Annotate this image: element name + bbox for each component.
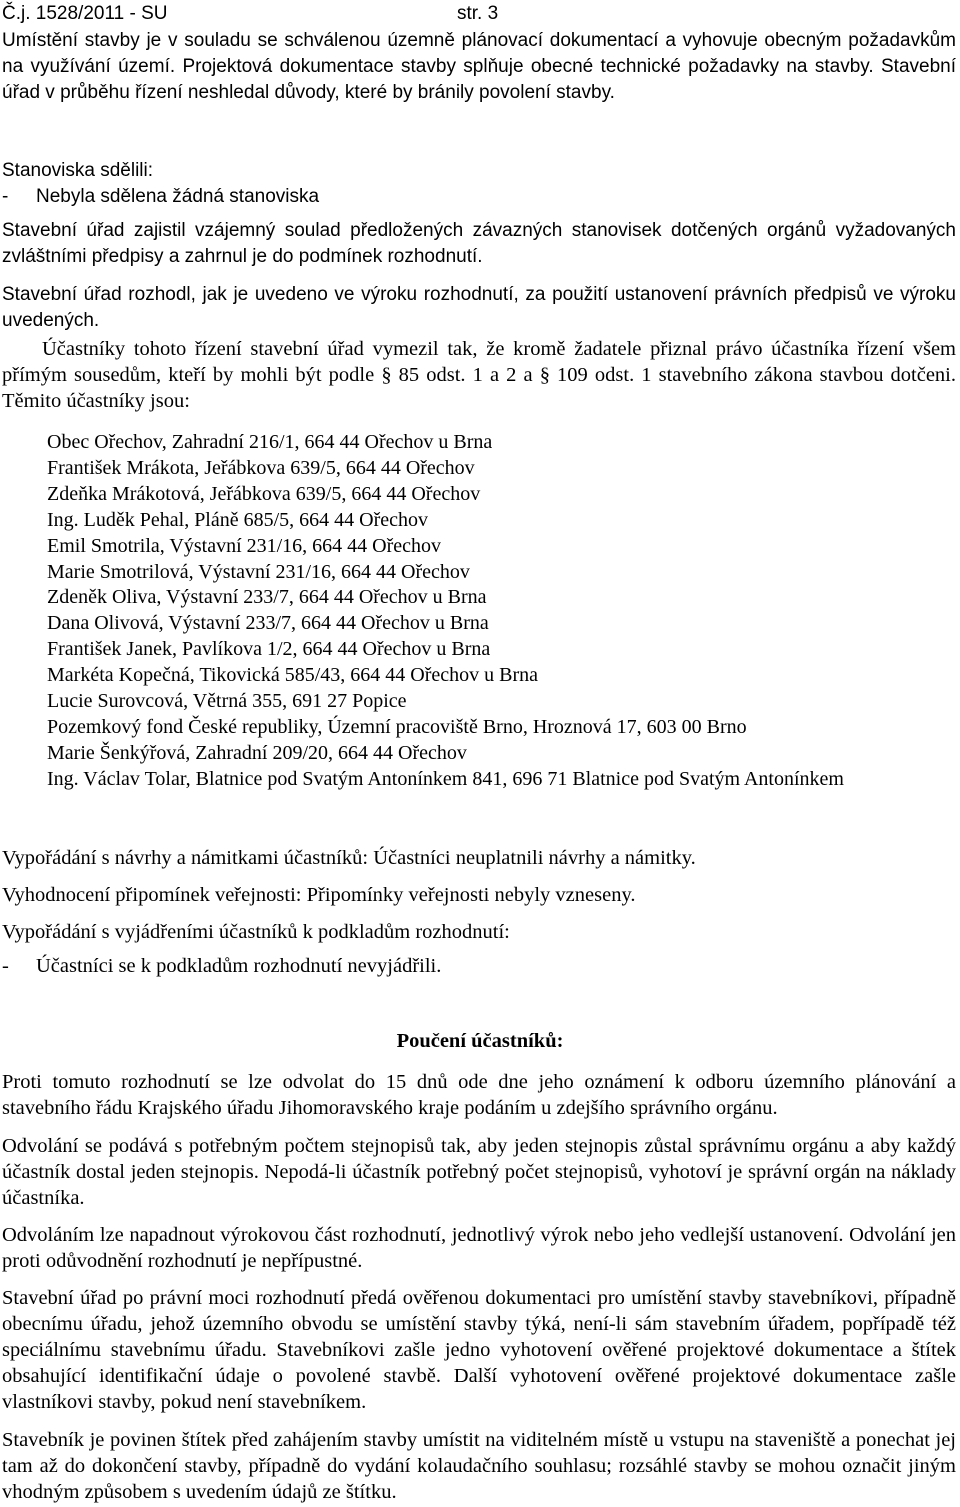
paragraph-verejnost: Vyhodnocení připomínek veřejnosti: Připomínky veřejnosti nebyly vzneseny.	[2, 884, 636, 906]
podklady-item-text: Účastníci se k podkladům rozhodnutí nevyjádřili.	[36, 955, 442, 977]
participant-item: Obec Ořechov, Zahradní 216/1, 664 44 Ořechov u Brna	[47, 431, 493, 453]
paragraph-stejnopisy: Odvolání se podává s potřebným počtem stejnopisů tak, aby jeden stejnopis zůstal správnímu orgánu a aby každý účastník dostal jeden stejnopis. Nepodá-li účastník potřebný počet stejnopisů, vyhotoví je správní orgán na náklady účastníka.	[2, 1135, 956, 1209]
section-title-pouceni	[0, 1030, 960, 1053]
participant-item: Lucie Surovcová, Větrná 355, 691 27 Popice	[47, 690, 407, 713]
podklady-item: - Účastníci se k podkladům rozhodnutí nevyjádřili.	[2, 955, 442, 977]
participant-item: Markéta Kopečná, Tikovická 585/43, 664 44 Ořechov u Brna	[47, 664, 539, 687]
podklady-label: Vypořádání s vyjádřeními účastníků k podkladům rozhodnutí:	[2, 921, 510, 943]
stanoviska-item-text: Nebyla sdělena žádná stanoviska	[36, 186, 320, 207]
page-number: str. 3	[457, 3, 499, 24]
participant-item: Ing. Luděk Pehal, Pláně 685/5, 664 44 Ořechov	[47, 508, 429, 531]
paragraph-vyrok: Odvoláním lze napadnout výrokovou část rozhodnutí, jednotlivý výrok nebo jeho vedlejší ustanovení. Odvolání jen proti odůvodnění rozhodnutí je nepřípustné.	[2, 1224, 956, 1272]
paragraph-navrhy: Vypořádání s návrhy a námitkami účastníků: Účastníci neuplatnili návrhy a námitky.	[2, 847, 696, 869]
paragraph-odvolat: Proti tomuto rozhodnutí se lze odvolat do 15 dnů ode dne jeho oznámení k odboru územního plánování a stavebního řádu Krajského úřadu Jihomoravského kraje podáním u zdejšího správního orgánu.	[2, 1071, 956, 1119]
stanoviska-item: - Nebyla sdělena žádná stanoviska	[2, 186, 320, 207]
stanoviska-label: Stanoviska sdělili:	[2, 160, 154, 181]
paragraph-location: Umístění stavby je v souladu se schválenou územně plánovací dokumentací a vyhovuje obecným požadavkům na využívání území. Projektová dokumentace stavby splňuje obecné technické požadavky na stavby. Stavební úřad v průběhu řízení neshledal důvody, které by bránily povolení stavby.	[2, 30, 956, 103]
paragraph-rozhodl: Stavební úřad rozhodl, jak je uvedeno ve výroku rozhodnutí, za použití ustanovení právních předpisů ve výroku uvedených.	[2, 284, 956, 331]
paragraph-ucastnici: Účastníky tohoto řízení stavební úřad vymezil tak, že kromě žadatele přiznal právo účastníka řízení všem přímým sousedům, kteří by mohli být podle § 85 odst. 1 a 2 a § 109 odst. 1 stavebního zákona stavbou dotčeni. Těmito účastníky jsou:	[2, 338, 956, 412]
participant-item: František Mrákota, Jeřábkova 639/5, 664 44 Ořechov	[47, 456, 475, 479]
page-header	[2, 1, 499, 27]
paragraph-dokumentace: Stavební úřad po právní moci rozhodnutí předá ověřenou dokumentaci pro umístění stavby stavebníkovi, případně obecnímu úřadu, jehož územního obvodu se umístění stavby týká, není-li sám stavebním úřadem, popřípadě též speciálnímu stavebnímu úřadu. Stavebníkovi zašle jedno vyhotovení ověřené projektové dokumentace a štítek obsahující identifikační údaje o povolené stavbě. Další vyhotovení ověřené projektové dokumentace zašle vlastníkovi stavby, pokud není stavebníkem.	[2, 1287, 956, 1413]
participant-item: Emil Smotrila, Výstavní 231/16, 664 44 Ořechov	[47, 534, 442, 557]
participant-item: Zdeňka Mrákotová, Jeřábkova 639/5, 664 44 Ořechov	[47, 482, 481, 505]
participant-item: Pozemkový fond České republiky, Územní pracoviště Brno, Hroznová 17, 603 00 Brno	[47, 715, 747, 738]
paragraph-soulad: Stavební úřad zajistil vzájemný soulad předložených závazných stanovisek dotčených orgánů vyžadovaných zvláštními předpisy a zahrnul je do podmínek rozhodnutí.	[2, 220, 956, 267]
participant-item: Ing. Václav Tolar, Blatnice pod Svatým Antonínkem 841, 696 71 Blatnice pod Svatým Antonínkem	[47, 767, 844, 790]
pouceni-title-text: Poučení účastníků:	[396, 1030, 564, 1052]
paragraph-stitek: Stavebník je povinen štítek před zahájením stavby umístit na viditelném místě u vstupu na staveniště a ponechat jej tam až do dokončení stavby, případně do vydání kolaudačního souhlasu; rozsáhlé stavby se mohou označit jiným vhodným způsobem s uvedením údajů ze štítku.	[2, 1429, 956, 1503]
participant-item: František Janek, Pavlíkova 1/2, 664 44 Ořechov u Brna	[47, 638, 491, 661]
participants-list	[47, 430, 844, 793]
participant-item: Zdeněk Oliva, Výstavní 233/7, 664 44 Ořechov u Brna	[47, 586, 487, 609]
participant-item: Marie Smotrilová, Výstavní 231/16, 664 44 Ořechov	[47, 560, 470, 583]
participant-item: Marie Šenkýřová, Zahradní 209/20, 664 44 Ořechov	[47, 741, 467, 764]
participant-item: Dana Olivová, Výstavní 233/7, 664 44 Ořechov u Brna	[47, 612, 489, 635]
document-reference: Č.j. 1528/2011 - SU	[2, 3, 168, 24]
